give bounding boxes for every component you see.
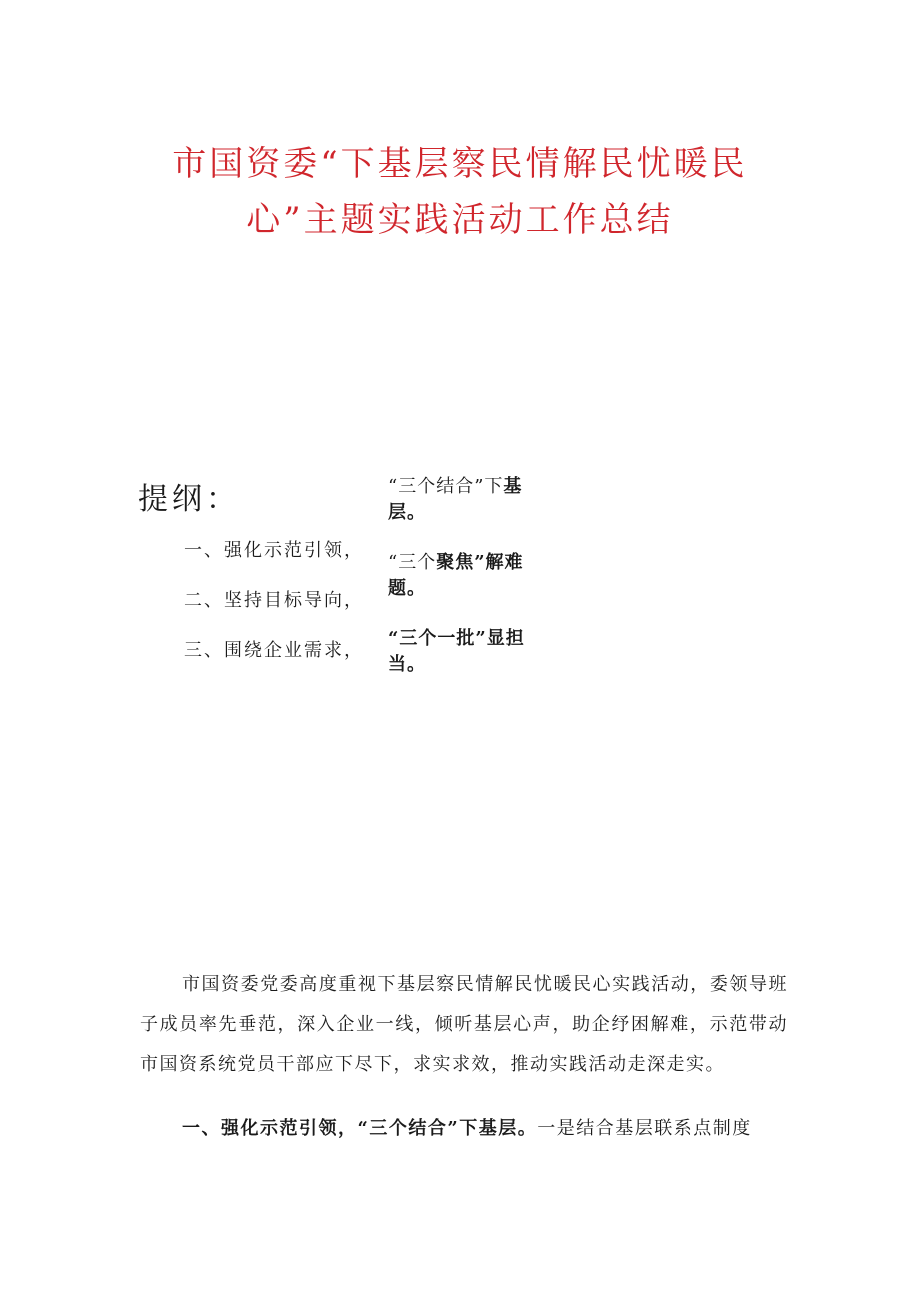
outline-subtitle-2-end: 题。 (388, 578, 426, 599)
outline-subtitle-1-quote: “三个结合” (388, 476, 485, 497)
body-paragraph-2 (140, 1109, 788, 1149)
outline-subtitle-3-end: 当。 (388, 654, 426, 675)
outline-subtitle-2-text: 聚焦”解难 (436, 552, 524, 573)
outline-subtitle-2 (388, 550, 554, 602)
outline-subtitle-3-quote: “三个一批” (388, 628, 487, 649)
document-title-line-1: 市国资委“下基层察民情解民忧暖民 (172, 144, 748, 184)
outline-item-3: 三、围绕企业需求， (184, 640, 364, 661)
outline-subtitle-3-text: 显担 (486, 628, 525, 649)
outline-item-1: 一、强化示范引领， (184, 540, 364, 561)
body-paragraph-1: 市国资委党委高度重视下基层察民情解民忧暖民心实践活动，委领导班子成员率先垂范，深入企业一线，倾听基层心声，助企纾困解难，示范带动市国资系统党员干部应下尽下，求实求效，推动实践活动走深走实。 (140, 974, 788, 1075)
body-paragraph-2-text: 一是结合基层联系点制度 (537, 1118, 752, 1139)
outline-subtitle-1-text: 下 (484, 476, 504, 497)
outline-item-2: 二、坚持目标导向， (184, 590, 364, 611)
outline-subtitle-3 (388, 626, 554, 678)
outline-subtitle-1-end: 基层。 (388, 476, 523, 523)
outline-subtitle-1 (388, 474, 554, 526)
outline-subtitle-2-quote: “三个 (388, 552, 437, 573)
section-heading-1: 一、强化示范引领，“三个结合”下基层。 (182, 1118, 538, 1139)
document-title-line-2: 心”主题实践活动工作总结 (246, 200, 674, 240)
outline-heading: 提纲： (138, 482, 240, 517)
